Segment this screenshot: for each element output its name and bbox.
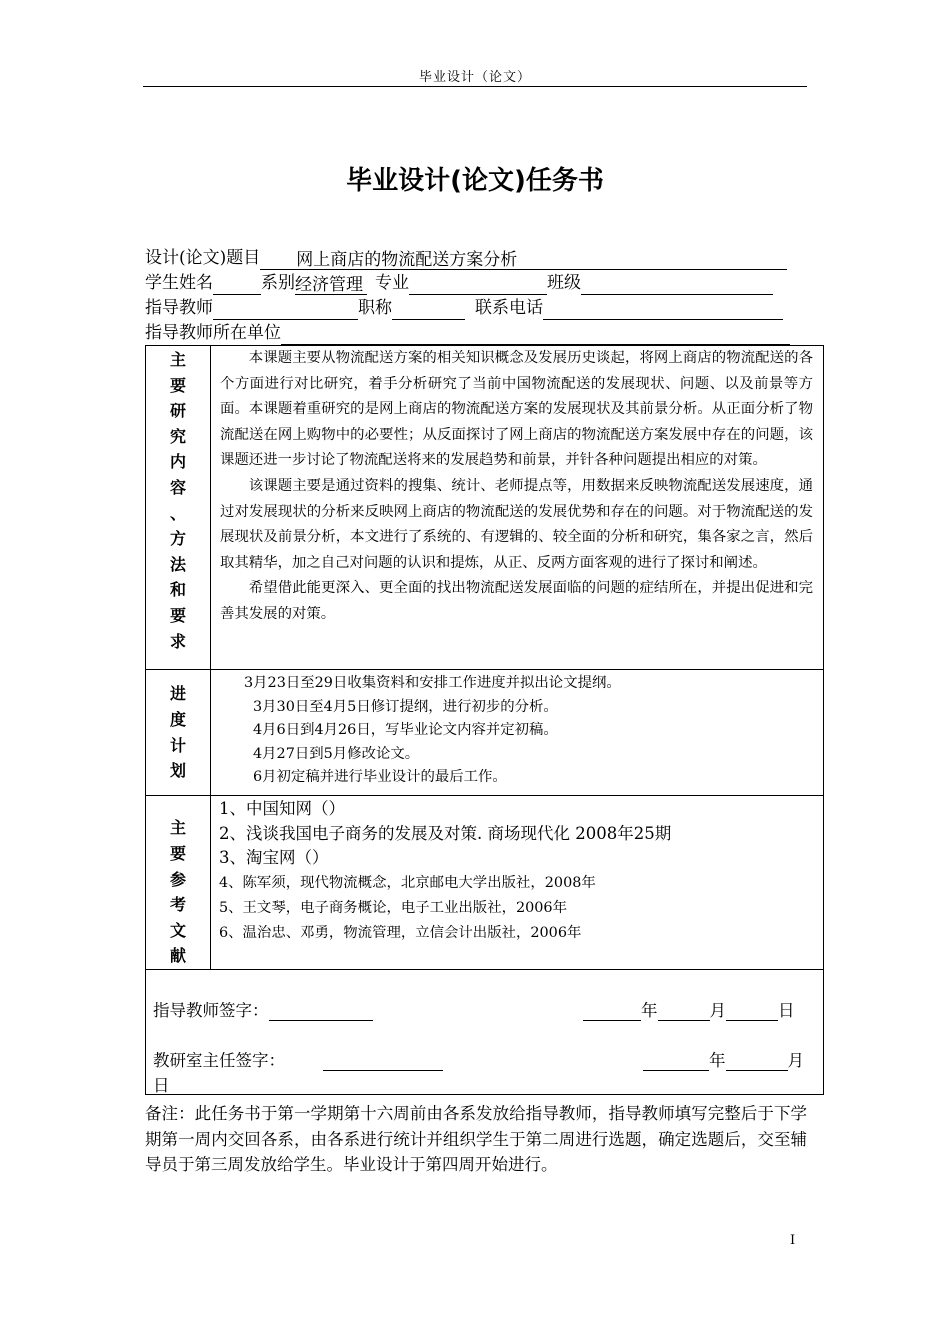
research-row [146, 346, 824, 670]
year-label: 年 [709, 1051, 726, 1070]
research-label-char: 研 [169, 401, 186, 421]
research-label-char: 方 [169, 529, 186, 549]
document-title: 毕业设计(论文)任务书 [346, 166, 604, 196]
advisor-field[interactable] [213, 299, 358, 320]
year-label: 年 [641, 1001, 658, 1020]
advisor-year-field[interactable] [583, 1002, 641, 1021]
topic-value[interactable]: 网上商店的物流配送方案分析 [296, 249, 787, 270]
research-label-char: 究 [169, 426, 186, 446]
references-label-char: 献 [169, 946, 186, 966]
reference-item: 2、浅谈我国电子商务的发展及对策. 商场现代化 2008年25期 [219, 823, 672, 843]
research-content [211, 346, 824, 670]
schedule-item: 4月27日到5月修改论文。 [253, 745, 420, 762]
advisor-month-field[interactable] [658, 1002, 710, 1021]
signature-cell [146, 970, 824, 1095]
research-label-chars [146, 346, 210, 654]
research-label-char: 法 [169, 554, 186, 574]
references-content [211, 796, 824, 970]
unit-field[interactable] [281, 324, 790, 345]
remark-note: 备注：此任务书于第一学期第十六周前由各系发放给指导教师，指导教师填写完整后于下学期第一周内交回各系，由各系进行统计并组织学生于第二周进行选题，确定选题后，交至辅导员于第三周发放给学生。毕业设计于第四周开始进行。 [145, 1104, 807, 1174]
director-signature-line [153, 1047, 443, 1071]
references-label-chars [146, 815, 210, 969]
references-label-char: 主 [169, 818, 186, 838]
schedule-row [146, 670, 824, 796]
schedule-label-chars [146, 681, 210, 783]
reference-item: 5、王文琴，电子商务概论，电子工业出版社，2006年 [219, 899, 567, 916]
advisor-date [583, 997, 795, 1021]
header-rule [143, 86, 807, 87]
major-field[interactable] [409, 274, 547, 295]
director-signature-label: 教研室主任签字： [153, 1051, 285, 1070]
page-number: I [790, 1233, 796, 1248]
topic-label: 设计(论文)题目 [145, 248, 261, 268]
research-paragraph: 希望借此能更深入、更全面的找出物流配送发展面临的问题的症结所在，并提出促进和完善其发展的对策。 [220, 580, 813, 622]
task-table [145, 345, 824, 1095]
advisor-signature-label: 指导教师签字： [153, 1001, 269, 1020]
schedule-item: 4月6日到4月26日，写毕业论文内容并定初稿。 [253, 722, 558, 739]
signature-row [146, 970, 824, 1095]
phone-field[interactable] [543, 299, 783, 320]
student-label: 学生姓名 [145, 273, 213, 293]
class-label: 班级 [547, 273, 581, 293]
schedule-label-char: 计 [169, 735, 186, 755]
references-label-char: 考 [169, 895, 186, 915]
reference-item: 6、温治忠、邓勇，物流管理，立信会计出版社，2006年 [219, 924, 582, 941]
topic-blank-lead[interactable] [260, 249, 296, 270]
major-label: 专业 [375, 273, 409, 293]
research-label [146, 346, 211, 670]
rank-field[interactable] [392, 299, 465, 320]
student-row [145, 271, 807, 295]
references-label-char: 要 [169, 844, 186, 864]
research-label-char: 内 [169, 452, 186, 472]
research-label-char: 容 [169, 477, 186, 497]
research-label-char: 要 [169, 375, 186, 395]
director-day: 日 [153, 1076, 170, 1095]
schedule-label-char: 进 [169, 684, 186, 704]
research-paragraph: 本课题主要从物流配送方案的相关知识概念及发展历史谈起，将网上商店的物流配送的各个方面进行对比研究，着手分析研究了当前中国物流配送的发展现状、问题、以及前景等方面。本课题着重研究的是网上商店的物流配送方案的发展现状及其前景分析。从正面分析了物流配送在网上购物中的必要性；从反面探讨了网上商店的物流配送方案发展中存在的问题，该课题还进一步讨论了物流配送将来的发展趋势和前景，并针各种问题提出相应的对策。 [220, 350, 813, 469]
running-header: 毕业设计（论文） [418, 70, 531, 85]
references-label-char: 参 [169, 869, 186, 889]
director-signature-field[interactable] [323, 1052, 443, 1071]
research-label-char: 要 [169, 605, 186, 625]
reference-item: 1、中国知网（） [219, 799, 345, 818]
director-date [643, 1047, 804, 1071]
month-label: 月 [787, 1051, 804, 1070]
schedule-item: 3月23日至29日收集资料和安排工作进度并拟出论文提纲。 [244, 675, 621, 691]
unit-label: 指导教师所在单位 [145, 323, 281, 343]
advisor-row [145, 296, 807, 320]
schedule-label-char: 度 [169, 709, 186, 729]
director-year-field[interactable] [643, 1052, 709, 1071]
director-month-field[interactable] [726, 1052, 788, 1071]
topic-row [145, 246, 807, 270]
reference-item: 4、陈军须，现代物流概念，北京邮电大学出版社，2008年 [219, 875, 596, 892]
rank-label: 职称 [358, 298, 392, 318]
advisor-signature-line [153, 997, 373, 1021]
schedule-item: 6月初定稿并进行毕业设计的最后工作。 [253, 769, 507, 786]
research-label-char: 求 [169, 631, 186, 651]
schedule-label-char: 划 [169, 761, 186, 781]
advisor-label: 指导教师 [145, 298, 213, 318]
unit-row [145, 321, 807, 345]
research-paragraph: 该课题主要是通过资料的搜集、统计、老师提点等，用数据来反映物流配送发展速度，通过对发展现状的分析来反映网上商店的物流配送的发展优势和存在的问题。对于物流配送的发展现状及前景分析，本文进行了系统的、有逻辑的、较全面的分析和研究，集各家之言，然后取其精华，加之自己对问题的认识和提炼，从正、反两方面客观的进行了探讨和阐述。 [220, 477, 813, 571]
student-name-field[interactable] [213, 274, 261, 295]
research-label-char: 和 [169, 580, 186, 600]
research-label-char: 、 [169, 503, 186, 523]
day-label: 日 [778, 1001, 795, 1020]
class-field[interactable] [581, 274, 773, 295]
schedule-label [146, 670, 211, 796]
reference-item: 3、淘宝网（） [219, 848, 329, 868]
schedule-item: 3月30日至4月5日修订提纲，进行初步的分析。 [253, 698, 558, 715]
schedule-content [211, 670, 824, 796]
advisor-signature-field[interactable] [269, 1002, 373, 1021]
dept-label: 系别 [261, 273, 295, 293]
references-row [146, 796, 824, 970]
research-label-char: 主 [169, 350, 186, 369]
month-label: 月 [709, 1001, 726, 1020]
phone-label: 联系电话 [475, 298, 543, 318]
references-label-char: 文 [169, 920, 186, 940]
advisor-day-field[interactable] [726, 1002, 778, 1021]
references-label [146, 796, 211, 970]
dept-value[interactable]: 经济管理 [295, 274, 367, 295]
